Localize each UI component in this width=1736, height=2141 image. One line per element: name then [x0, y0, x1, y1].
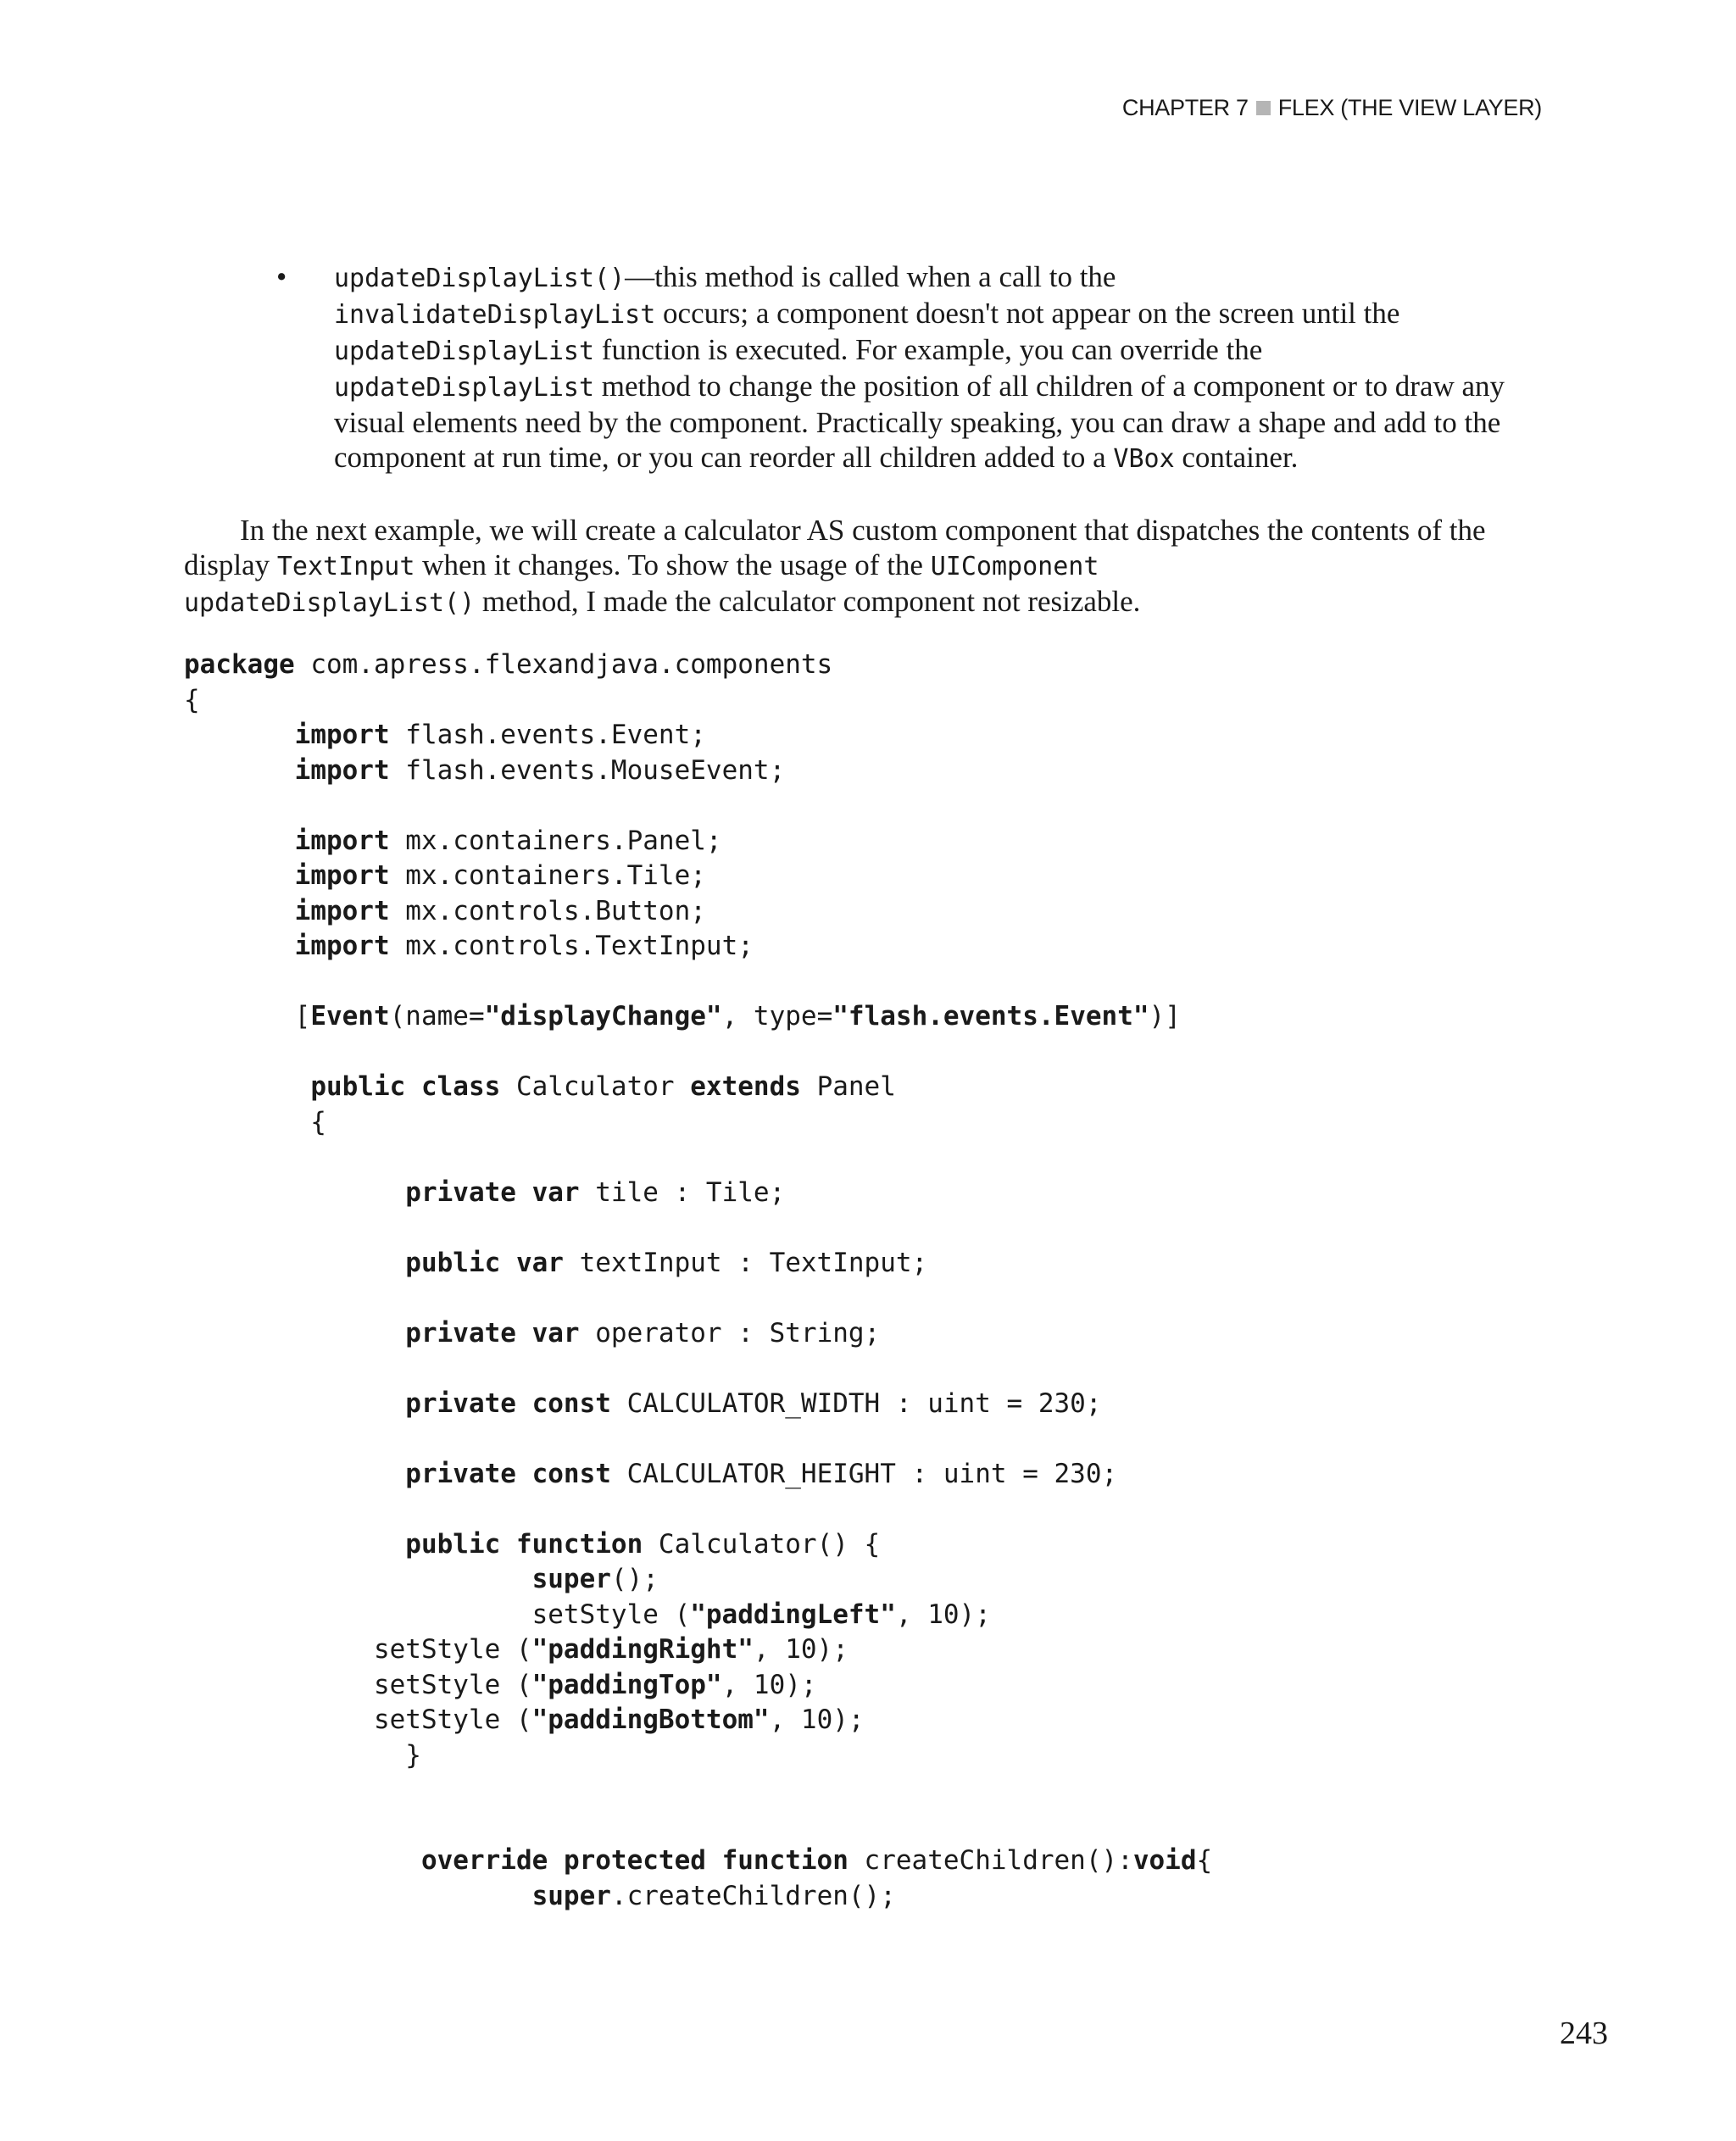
code-text	[184, 720, 295, 750]
code-listing	[184, 648, 1212, 1914]
code-text: )]	[1149, 1001, 1181, 1032]
code-line	[184, 1035, 1212, 1070]
code-keyword: void	[1132, 1845, 1197, 1876]
code-line	[184, 1105, 1212, 1141]
code-keyword: super	[531, 1880, 611, 1911]
code-keyword: public var	[405, 1247, 564, 1278]
code-text: (name=	[389, 1001, 485, 1032]
code-keyword: import	[294, 860, 390, 891]
code-text: , 10);	[721, 1669, 817, 1700]
code-line	[184, 1246, 1212, 1282]
code-text	[184, 1248, 405, 1278]
code-keyword: "paddingBottom"	[531, 1704, 770, 1735]
code-keyword: public class	[310, 1071, 501, 1102]
code-text: }	[184, 1739, 421, 1771]
code-line	[184, 1738, 1212, 1774]
text-run: container.	[1174, 441, 1299, 474]
method-name: updateDisplayList()	[334, 264, 626, 293]
code-keyword: import	[294, 931, 390, 961]
code-keyword: "paddingTop"	[531, 1669, 722, 1700]
code-text: mx.containers.Tile;	[389, 860, 706, 891]
code-keyword: super	[531, 1564, 611, 1594]
bullet-text	[334, 259, 1521, 476]
running-header	[1122, 95, 1542, 121]
code-text	[184, 755, 295, 786]
code-line	[184, 683, 1212, 719]
code-line	[184, 1281, 1212, 1316]
code-text: {	[184, 684, 200, 715]
code-keyword: import	[294, 825, 390, 856]
code-line	[184, 1562, 1212, 1598]
code-line	[184, 1421, 1212, 1457]
code-keyword: "flash.events.Event"	[832, 1001, 1149, 1032]
code-line	[184, 1843, 1212, 1879]
code-text: {	[1196, 1845, 1213, 1876]
code-text	[184, 1529, 405, 1560]
code-text: textInput : TextInput;	[563, 1247, 928, 1278]
code-text: setStyle (	[184, 1599, 691, 1630]
body-paragraph	[184, 513, 1540, 620]
chapter-label: CHAPTER 7	[1121, 95, 1249, 120]
text-run: In the next example, we will create a calculator AS custom component that dispatches the contents of the display	[184, 514, 1486, 581]
code-line	[184, 859, 1212, 894]
code-keyword: package	[184, 649, 295, 680]
code-line	[184, 788, 1212, 824]
text-run: method to change the position of all children of a component or to draw any visual elements need by the component. Practically speaking, you can draw a shape and add to the component at run time, or you can reorder all children added to a	[334, 370, 1505, 474]
code-keyword: public function	[405, 1528, 643, 1560]
code-keyword: "paddingRight"	[531, 1634, 754, 1665]
code-line	[184, 894, 1212, 930]
code-keyword: extends	[690, 1071, 801, 1102]
code-line	[184, 999, 1212, 1035]
code-keyword: private const	[405, 1458, 611, 1489]
code-line	[184, 1668, 1212, 1704]
code-text: mx.containers.Panel;	[389, 825, 722, 856]
chapter-title: FLEX (THE VIEW LAYER)	[1277, 95, 1542, 120]
code-text: createChildren():	[848, 1845, 1133, 1876]
code-keyword: private var	[405, 1176, 580, 1208]
text-run: function is executed. For example, you can override the	[594, 333, 1263, 366]
code-text	[184, 1318, 405, 1349]
code-term: updateDisplayList	[334, 373, 595, 403]
code-text	[184, 1388, 405, 1419]
code-text	[184, 1071, 310, 1102]
code-line	[184, 1351, 1212, 1387]
code-text: , 10);	[895, 1599, 991, 1630]
code-line	[184, 1140, 1212, 1176]
bullet-icon: •	[276, 260, 287, 293]
code-text	[184, 1845, 421, 1876]
code-text: CALCULATOR_WIDTH : uint = 230;	[610, 1387, 1102, 1419]
code-text: com.apress.flexandjava.components	[294, 649, 833, 680]
code-text	[184, 1881, 532, 1911]
code-text: mx.controls.Button;	[389, 895, 706, 926]
code-line	[184, 754, 1212, 789]
code-line	[184, 1387, 1212, 1422]
code-line	[184, 1457, 1212, 1493]
code-text	[184, 826, 295, 856]
code-line	[184, 1598, 1212, 1633]
code-line	[184, 1879, 1212, 1915]
code-term: TextInput	[276, 552, 415, 581]
code-keyword: private var	[405, 1317, 580, 1349]
code-line	[184, 1632, 1212, 1668]
code-term: updateDisplayList	[334, 336, 595, 366]
text-run: method, I made the calculator component not resizable.	[475, 585, 1141, 618]
code-text	[184, 1564, 532, 1594]
code-line	[184, 1070, 1212, 1105]
code-text: [	[184, 1001, 311, 1032]
code-keyword: "displayChange"	[484, 1001, 722, 1032]
code-text	[184, 1459, 405, 1489]
code-text: Panel	[800, 1071, 896, 1102]
code-text: mx.controls.TextInput;	[389, 931, 754, 961]
code-term: invalidateDisplayList	[334, 300, 656, 330]
code-keyword: override protected function	[420, 1845, 849, 1876]
code-keyword: Event	[310, 1001, 390, 1032]
code-term: UIComponent	[930, 552, 1099, 581]
code-text	[184, 860, 295, 891]
code-line	[184, 648, 1212, 683]
code-keyword: import	[294, 754, 390, 786]
code-line	[184, 824, 1212, 859]
code-keyword: private const	[405, 1387, 611, 1419]
text-run: —this method is called when a call to the	[625, 260, 1116, 293]
code-line	[184, 1809, 1212, 1844]
code-text: CALCULATOR_HEIGHT : uint = 230;	[610, 1458, 1118, 1489]
code-line	[184, 1492, 1212, 1527]
text-run: occurs; a component doesn't not appear on the screen until the	[655, 297, 1400, 330]
code-text: , 10);	[769, 1704, 865, 1735]
code-text: flash.events.MouseEvent;	[389, 754, 786, 786]
code-line	[184, 1527, 1212, 1563]
code-text: .createChildren();	[610, 1880, 896, 1911]
code-text: setStyle (	[184, 1634, 532, 1665]
code-text: operator : String;	[579, 1317, 881, 1349]
code-line	[184, 1773, 1212, 1809]
code-line	[184, 718, 1212, 754]
code-text: setStyle (	[184, 1704, 532, 1735]
code-line	[184, 1703, 1212, 1738]
header-separator-square-icon	[1256, 101, 1271, 115]
code-line	[184, 1176, 1212, 1211]
code-text: Calculator	[500, 1071, 691, 1102]
code-term: VBox	[1113, 444, 1175, 474]
code-text: , type=	[721, 1001, 833, 1032]
text-run: when it changes. To show the usage of the	[415, 548, 931, 581]
code-line	[184, 965, 1212, 1000]
code-text	[184, 931, 295, 961]
code-line	[184, 929, 1212, 965]
code-text: Calculator() {	[643, 1528, 881, 1560]
code-line	[184, 1210, 1212, 1246]
code-text: ();	[610, 1564, 659, 1594]
code-text: flash.events.Event;	[389, 720, 706, 750]
code-text: setStyle (	[184, 1669, 532, 1700]
code-text	[184, 896, 295, 926]
code-term: updateDisplayList()	[184, 588, 476, 618]
code-line	[184, 1316, 1212, 1352]
code-text: tile : Tile;	[579, 1176, 786, 1208]
code-text: , 10);	[753, 1634, 849, 1665]
code-keyword: import	[294, 895, 390, 926]
code-text: {	[184, 1106, 326, 1137]
page-number: 243	[1560, 2016, 1608, 2051]
code-text	[184, 1177, 405, 1208]
code-keyword: import	[294, 720, 390, 750]
code-keyword: "paddingLeft"	[690, 1599, 896, 1630]
